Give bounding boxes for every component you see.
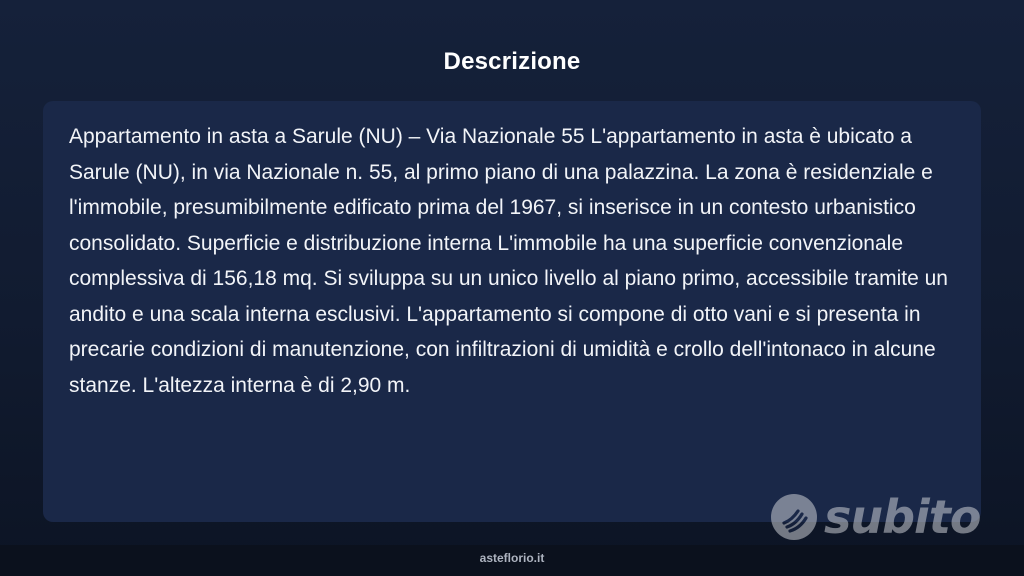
- description-card: [43, 101, 981, 522]
- description-text: Appartamento in asta a Sarule (NU) – Via Nazionale 55 L'appartamento in asta è ubicato a Sarule (NU), in via Nazionale n. 55, al primo piano di una palazzina. La zona è residenziale e l'immobile, presumibilmente edificato prima del 1967, si inserisce in un contesto urbanistico consolidato. Superficie e distribuzione interna L'immobile ha una superficie convenzionale complessiva di 156,18 mq. Si sviluppa su un unico livello al piano primo, accessibile tramite un andito e una scala interna esclusivi. L'appartamento si compone di otto vani e si presenta in precarie condizioni di manutenzione, con infiltrazioni di umidità e crollo dell'intonaco in alcune stanze. L'altezza interna è di 2,90 m.: [69, 125, 948, 397]
- page-title: Descrizione: [443, 48, 581, 75]
- footer-site-label: asteflorio.it: [479, 551, 545, 565]
- subito-logo-icon: [770, 493, 818, 541]
- subito-wordmark: subito: [824, 490, 981, 544]
- subito-watermark: [770, 489, 980, 545]
